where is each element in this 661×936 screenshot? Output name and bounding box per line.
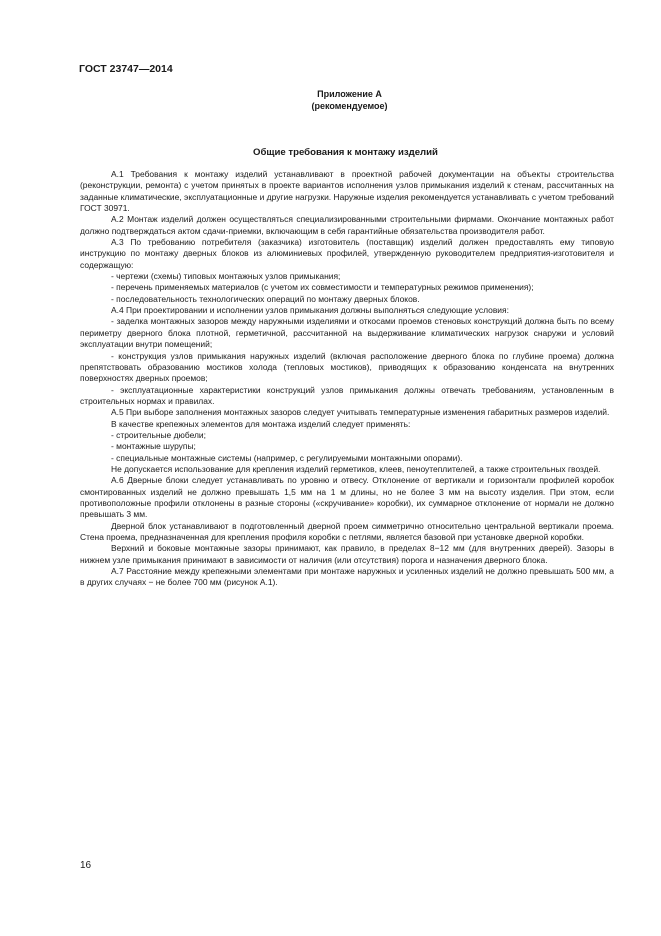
paragraph-a6: А.6 Дверные блоки следует устанавливать по уровню и отвесу. Отклонение от вертикали и горизонтали профилей коробок смонтированных изделий не должно превышать 1,5 мм на 1 м длины, но не более 3 мм на высоту изделия. При этом, если противоположные профили отклонены в разные стороны («скручивание» коробки), их суммарное отклонение от нормали не должно превышать 3 мм. [80,475,614,520]
appendix-title: Приложение А [317,89,382,99]
page-number: 16 [80,860,92,871]
document-body [80,169,614,589]
paragraph-door-placement: Дверной блок устанавливают в подготовленный дверной проем симметрично относительно центральной вертикали проема. Стена проема, предназначенная для крепления профиля коробки с петлями, является базовой при установке дверной коробки. [80,520,614,542]
list-item: - монтажные шурупы; [111,441,196,452]
paragraph-a2: А.2 Монтаж изделий должен осуществляться специализированными строительными фирмами. Окончание монтажных работ должно подтверждаться актом сдачи-приемки, включающим в себя гарантийные обязательства производителя работ. [80,214,614,236]
list-item: - последовательность технологических операций по монтажу дверных блоков. [111,293,420,304]
paragraph-a1: А.1 Требования к монтажу изделий устанавливают в проектной рабочей документации на объекты строительства (реконструкции, ремонта) с учетом принятых в проекте вариантов исполнения узлов примыкания изделий к стенам, рассчитанных на заданные климатические, эксплуатационные и другие нагрузки. Наружные изделия рекомендуется устанавливать с учетом требований ГОСТ 30971. [80,169,614,214]
paragraph-a7: А.7 Расстояние между крепежными элементами при монтаже наружных и усиленных изделий не должно превышать 500 мм, а в других случаях − не более 700 мм (рисунок А.1). [80,566,614,588]
paragraph-fasteners-intro: В качестве крепежных элементов для монтажа изделий следует применять: [111,418,411,429]
list-item: - строительные дюбели; [111,429,206,440]
section-title: Общие требования к монтажу изделий [253,147,438,158]
list-item: - конструкция узлов примыкания наружных изделий (включая расположение дверного блока по глубине проема) должна препятствовать образованию мостиков холода (тепловых мостиков), приводящих к образованию конденсата на внутренних поверхностях дверных проемов; [80,350,614,384]
paragraph-a3: А.3 По требованию потребителя (заказчика) изготовитель (поставщик) изделий должен предоставлять ему типовую инструкцию по монтажу дверных блоков из алюминиевых профилей, утвержденную руководителем предприятия-изготовителя и содержащую: [80,237,614,270]
list-item: - заделка монтажных зазоров между наружными изделиями и откосами проемов стеновых конструкций должна быть по всему периметру дверного блока плотной, герметичной, рассчитанной на выдерживание климатических нагрузок снаружи и условий эксплуатации внутри помещений; [80,316,614,350]
paragraph-a4: А.4 При проектировании и исполнении узлов примыкания должны выполняться следующие условия: [111,305,509,316]
paragraph-prohibition: Не допускается использование для крепления изделий герметиков, клеев, пеноутеплителей, а также строительных гвоздей. [111,463,601,474]
appendix-heading [0,88,661,112]
appendix-subtitle: (рекомендуемое) [311,101,388,111]
list-item: - чертежи (схемы) типовых монтажных узлов примыкания; [111,271,341,282]
paragraph-gaps: Верхний и боковые монтажные зазоры принимают, как правило, в пределах 8−12 мм (для внутренних дверей). Зазоры в нижнем узле примыкания принимают в зависимости от наличия (или отсутствия) порога и назначения дверного блока. [80,543,614,565]
standard-header: ГОСТ 23747—2014 [79,63,173,75]
list-item: - эксплуатационные характеристики конструкций узлов примыкания должны отвечать требованиям, установленным в строительных нормах и правилах. [80,384,614,406]
list-item: - перечень применяемых материалов (с учетом их совместимости и температурных режимов применения); [111,282,534,293]
list-item: - специальные монтажные системы (например, с регулируемыми монтажными опорами). [111,452,463,463]
paragraph-a5: А.5 При выборе заполнения монтажных зазоров следует учитывать температурные изменения габаритных размеров изделий. [111,407,610,418]
